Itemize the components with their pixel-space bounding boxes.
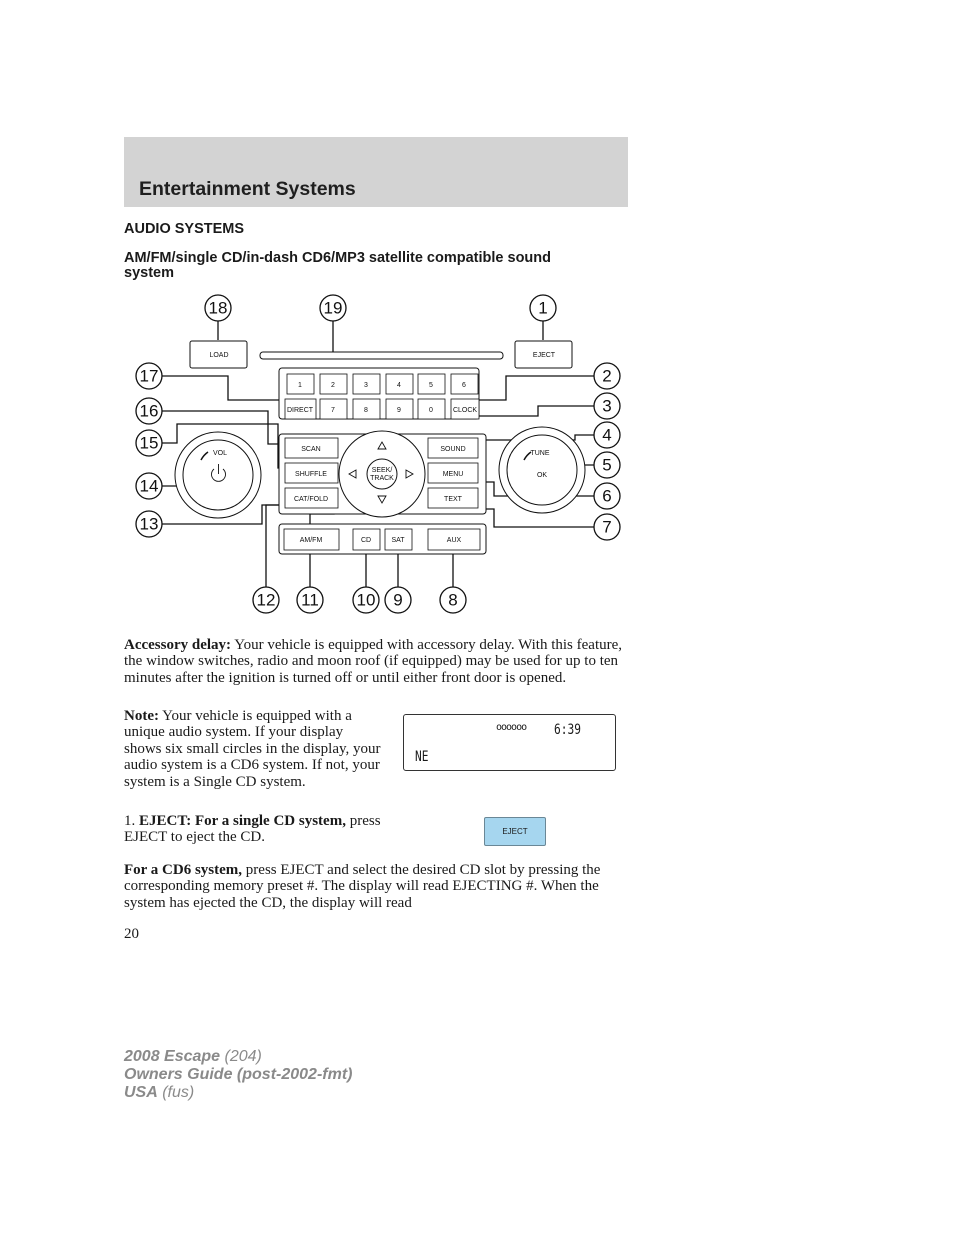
text-label: TEXT <box>444 496 462 503</box>
callout-11: 11 <box>301 590 319 610</box>
eject-label: EJECT: For a single CD system, <box>139 813 346 829</box>
callout-2: 2 <box>602 366 612 386</box>
display-station-text: NE <box>415 749 429 765</box>
callout-18: 18 <box>208 298 228 318</box>
callout-14: 14 <box>139 476 159 496</box>
preset-9-label: 9 <box>397 407 401 414</box>
document-footer <box>124 1048 352 1102</box>
callout-6: 6 <box>602 486 612 506</box>
footer-market-code: (fus) <box>157 1084 195 1101</box>
cd6-paragraph <box>124 862 630 911</box>
display-clock: 6:39 <box>554 722 581 738</box>
accessory-delay-label: Accessory delay: <box>124 637 232 653</box>
ok-label: OK <box>536 472 548 479</box>
seek-label: SEEK/ <box>371 467 393 474</box>
eject-label: EJECT <box>532 352 556 359</box>
callout-12: 12 <box>256 590 276 610</box>
preset-8-label: 8 <box>364 407 368 414</box>
note-paragraph <box>124 708 382 790</box>
eject-button-illustration: EJECT <box>484 817 546 846</box>
footer-model-code: (204) <box>220 1048 262 1065</box>
footer-market: USA <box>124 1084 158 1101</box>
callout-9: 9 <box>393 590 403 610</box>
callout-15: 15 <box>139 433 159 453</box>
eject-item-number: 1. <box>124 813 139 829</box>
callout-8: 8 <box>448 590 458 610</box>
tune-label: TUNE <box>530 450 550 457</box>
clock-label: CLOCK <box>452 407 478 414</box>
sat-label: SAT <box>391 537 405 544</box>
callout-1: 1 <box>538 298 548 318</box>
heading-audio-systems: AUDIO SYSTEMS <box>124 221 245 237</box>
preset-1-label: 1 <box>298 382 302 389</box>
radio-display-illustration <box>403 714 616 771</box>
section-banner <box>124 137 628 207</box>
preset-0-label: 0 <box>429 407 433 414</box>
preset-5-label: 5 <box>429 382 433 389</box>
preset-3-label: 3 <box>364 382 368 389</box>
accessory-delay-paragraph <box>124 637 630 686</box>
callout-10: 10 <box>356 590 376 610</box>
callout-4: 4 <box>602 425 612 445</box>
cd6-label: For a CD6 system, <box>124 862 243 878</box>
callout-16: 16 <box>139 401 159 421</box>
radio-diagram <box>124 290 628 620</box>
preset-4-label: 4 <box>397 382 401 389</box>
preset-2-label: 2 <box>331 382 335 389</box>
section-title: Entertainment Systems <box>139 178 356 200</box>
footer-guide: Owners Guide (post-2002-fmt) <box>124 1066 353 1083</box>
eject-paragraph <box>124 813 382 846</box>
shuffle-label: SHUFFLE <box>295 471 327 478</box>
callout-17: 17 <box>139 366 159 386</box>
note-label: Note: <box>124 708 159 724</box>
footer-model: 2008 Escape <box>124 1048 221 1065</box>
callout-19: 19 <box>323 298 343 318</box>
am-fm-label: AM/FM <box>299 537 323 544</box>
eject-text: press EJECT to eject the CD. <box>124 813 381 846</box>
callout-13: 13 <box>139 514 159 534</box>
load-label: LOAD <box>209 352 229 359</box>
callout-3: 3 <box>602 396 612 416</box>
preset-7-label: 7 <box>331 407 335 414</box>
aux-label: AUX <box>446 537 462 544</box>
track-label: TRACK <box>370 475 394 482</box>
callout-5: 5 <box>602 455 612 475</box>
heading-sound-system: AM/FM/single CD/in-dash CD6/MP3 satellite compatible sound system <box>124 250 551 281</box>
cd-label: CD <box>360 537 372 544</box>
cd6-circles: oooooo <box>496 722 527 733</box>
accessory-delay-text: Your vehicle is equipped with accessory delay. With this feature, the window switches, radio and moon roof (if equipped) may be used for up to ten minutes after the ignition is turned off or until either front door is opened. <box>124 637 623 686</box>
direct-label: DIRECT <box>286 407 314 414</box>
sound-label: SOUND <box>440 446 466 453</box>
callout-7: 7 <box>602 517 612 537</box>
preset-6-label: 6 <box>462 382 466 389</box>
menu-label: MENU <box>442 471 464 478</box>
vol-label: VOL <box>212 450 228 457</box>
cd6-text: press EJECT and select the desired CD slot by pressing the corresponding memory preset #. The display will read EJECTING #. When the system has ejected the CD, the display will read <box>124 862 601 911</box>
cat-fold-label: CAT/FOLD <box>293 496 329 503</box>
page-number: 20 <box>124 926 139 942</box>
scan-label: SCAN <box>301 446 321 453</box>
note-text: Your vehicle is equipped with a unique audio system. If your display shows six small circles in the display, your audio system is a CD6 system. If not, your system is a Single CD system. <box>124 708 381 790</box>
